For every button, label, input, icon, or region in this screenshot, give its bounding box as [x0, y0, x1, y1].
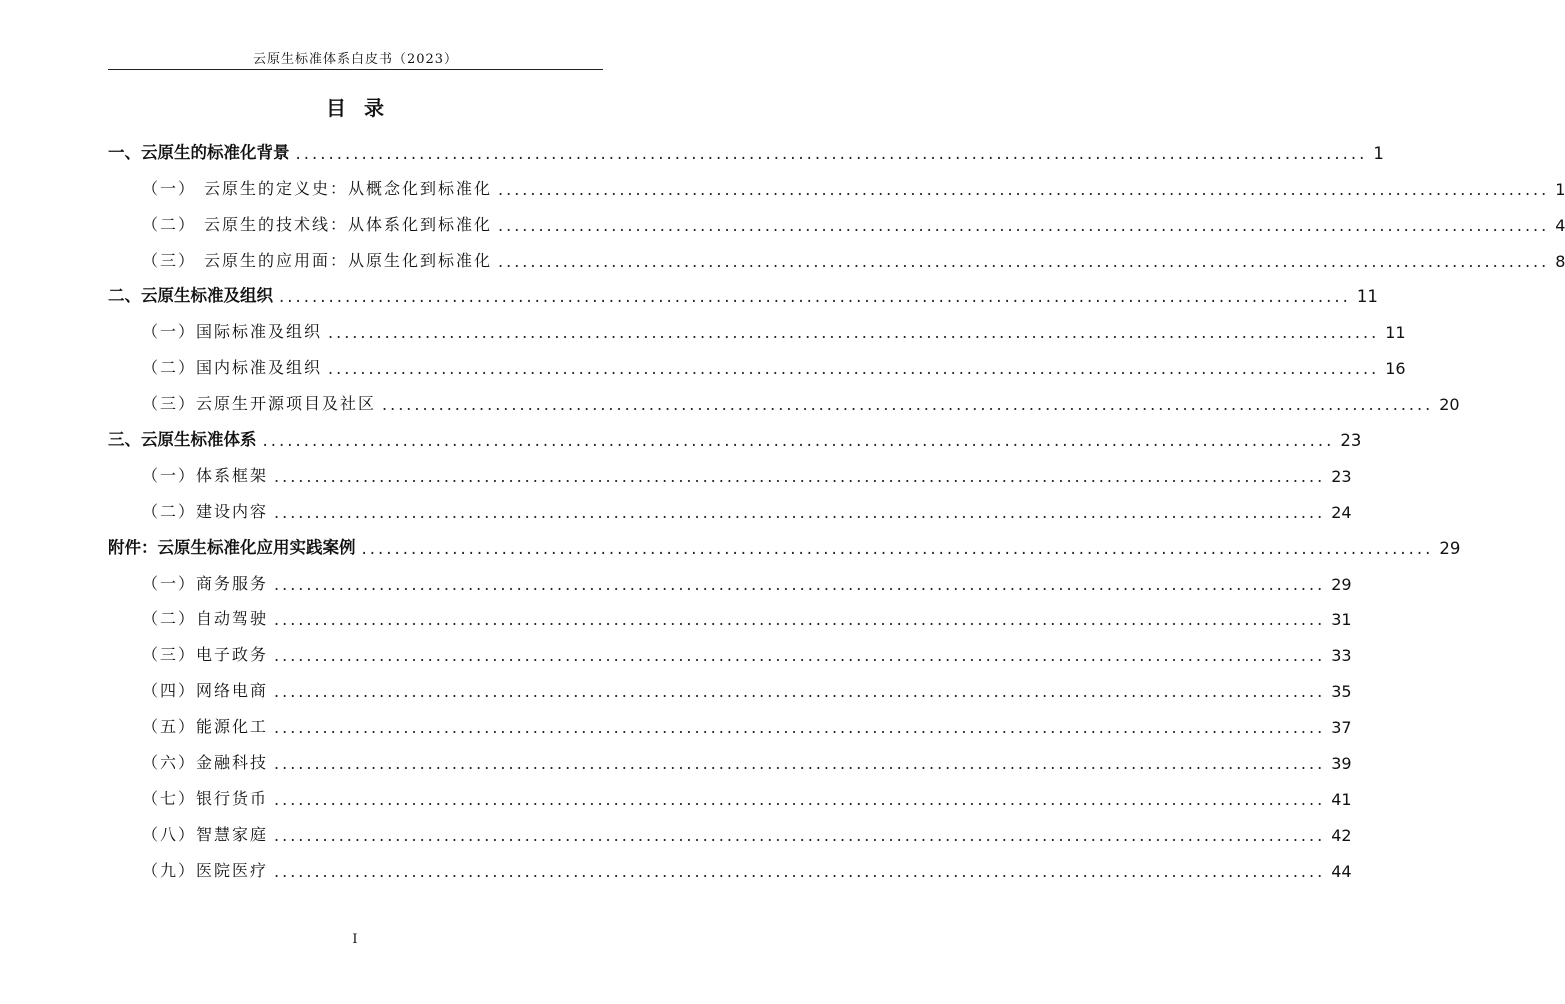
toc-entry[interactable] [108, 629, 1352, 666]
toc-leader-dots: .................................................................................................................................. [274, 825, 1326, 845]
toc-entry-title: 一、云原生的标准化背景 [108, 142, 290, 162]
toc-entry-title: 云原生的定义史：从概念化到标准化 [204, 178, 493, 198]
toc-leader-dots: .................................................................................................................................. [361, 538, 1434, 558]
toc-title-char-2: 录 [364, 96, 384, 120]
toc-entry[interactable] [108, 414, 1362, 451]
toc-title [0, 92, 710, 121]
header-rule [108, 69, 603, 70]
toc-entry[interactable] [108, 271, 1378, 307]
running-header: 云原生标准体系白皮书（2023） [252, 52, 459, 67]
toc-leader-dots: .................................................................................................................................. [295, 143, 1368, 163]
toc-entry[interactable] [108, 450, 1352, 486]
toc-leader-dots: .................................................................................................................................. [274, 502, 1326, 522]
toc-entry-number: （二） [142, 214, 197, 234]
toc-leader-dots: .................................................................................................................................. [262, 431, 1335, 451]
toc-leader-dots: .................................................................................................................................. [274, 789, 1326, 809]
toc-entry[interactable] [108, 342, 1406, 379]
toc-leader-dots: .................................................................................................................................. [328, 323, 1380, 343]
toc-entry[interactable] [108, 665, 1352, 702]
toc-entry-title: （八）智慧家庭 [142, 824, 269, 844]
toc-entry-page: 42 [1331, 825, 1352, 845]
toc-entry-title: 二、云原生标准及组织 [108, 286, 273, 306]
toc-entry-page: 29 [1439, 538, 1461, 558]
toc-leader-dots: .................................................................................................................................. [498, 179, 1550, 199]
toc-entry-title: （七）银行货币 [142, 788, 269, 808]
toc-leader-dots: .................................................................................................................................. [274, 574, 1326, 594]
toc-entry-page: 11 [1385, 323, 1406, 343]
toc-entry-title: （三）电子政务 [142, 645, 269, 665]
toc-entry-page: 23 [1340, 431, 1362, 451]
toc-entry-page: 8 [1555, 251, 1565, 271]
toc-entry-page: 44 [1331, 861, 1352, 881]
toc-entry-title: （二）国内标准及组织 [142, 358, 323, 378]
table-of-contents [108, 127, 1565, 881]
toc-leader-dots: .................................................................................................................................. [274, 718, 1326, 738]
toc-entry-page: 1 [1555, 179, 1565, 199]
toc-entry-page: 31 [1331, 610, 1352, 630]
toc-entry-title: （四）网络电商 [142, 681, 269, 701]
toc-leader-dots: .................................................................................................................................. [498, 215, 1550, 235]
toc-entry-title: （一）体系框架 [142, 465, 269, 485]
toc-entry[interactable] [108, 306, 1406, 343]
toc-entry-page: 1 [1373, 143, 1384, 163]
toc-entry[interactable] [108, 773, 1352, 809]
toc-entry[interactable] [108, 845, 1352, 881]
toc-entry[interactable] [108, 163, 1565, 199]
toc-entry-title: （一）商务服务 [142, 573, 269, 593]
toc-entry-title: （九）医院医疗 [142, 860, 269, 880]
toc-entry-page: 37 [1331, 718, 1352, 738]
toc-entry-page: 39 [1331, 754, 1352, 774]
toc-entry-title: （五）能源化工 [142, 717, 269, 737]
toc-entry[interactable] [108, 558, 1352, 594]
toc-entry[interactable] [108, 594, 1352, 630]
toc-leader-dots: .................................................................................................................................. [274, 466, 1326, 486]
toc-entry[interactable] [108, 809, 1352, 845]
toc-entry[interactable] [108, 127, 1384, 163]
toc-title-char-1: 目 [326, 96, 346, 120]
page-number: I [352, 932, 358, 947]
toc-entry-title: （二）自动驾驶 [142, 609, 269, 629]
toc-entry-title: （二）建设内容 [142, 501, 269, 521]
toc-leader-dots: .................................................................................................................................. [274, 610, 1326, 630]
toc-entry[interactable] [108, 235, 1565, 271]
toc-entry-title: 云原生的技术线：从体系化到标准化 [204, 214, 493, 234]
toc-entry[interactable] [108, 522, 1461, 558]
toc-entry[interactable] [108, 737, 1352, 774]
toc-entry-number: （一） [142, 178, 197, 198]
toc-entry-page: 11 [1356, 287, 1378, 307]
toc-leader-dots: .................................................................................................................................. [274, 861, 1326, 881]
toc-entry-page: 16 [1385, 359, 1406, 379]
toc-entry[interactable] [108, 486, 1352, 522]
toc-leader-dots: .................................................................................................................................. [498, 251, 1550, 271]
toc-entry[interactable] [108, 701, 1352, 738]
toc-entry-page: 41 [1331, 789, 1352, 809]
toc-leader-dots: .................................................................................................................................. [274, 682, 1326, 702]
toc-leader-dots: .................................................................................................................................. [328, 359, 1380, 379]
toc-entry-title: （六）金融科技 [142, 753, 269, 773]
toc-entry[interactable] [108, 378, 1460, 415]
toc-entry-number: （三） [142, 250, 197, 270]
toc-entry-page: 35 [1331, 682, 1352, 702]
toc-entry-page: 4 [1555, 215, 1565, 235]
toc-entry[interactable] [108, 199, 1565, 235]
toc-entry-title: （三）云原生开源项目及社区 [142, 394, 377, 414]
toc-leader-dots: .................................................................................................................................. [274, 754, 1326, 774]
toc-leader-dots: .................................................................................................................................. [274, 646, 1326, 666]
toc-entry-page: 29 [1331, 574, 1352, 594]
toc-entry-title: 附件：云原生标准化应用实践案例 [108, 537, 356, 557]
toc-entry-page: 33 [1331, 646, 1352, 666]
toc-entry-page: 23 [1331, 466, 1352, 486]
toc-leader-dots: .................................................................................................................................. [382, 395, 1434, 415]
toc-entry-title: （一）国际标准及组织 [142, 322, 323, 342]
toc-entry-title: 云原生的应用面：从原生化到标准化 [204, 250, 493, 270]
toc-entry-title: 三、云原生标准体系 [108, 430, 257, 450]
toc-entry-page: 24 [1331, 502, 1352, 522]
toc-leader-dots: .................................................................................................................................. [279, 287, 1351, 307]
toc-entry-page: 20 [1439, 395, 1460, 415]
